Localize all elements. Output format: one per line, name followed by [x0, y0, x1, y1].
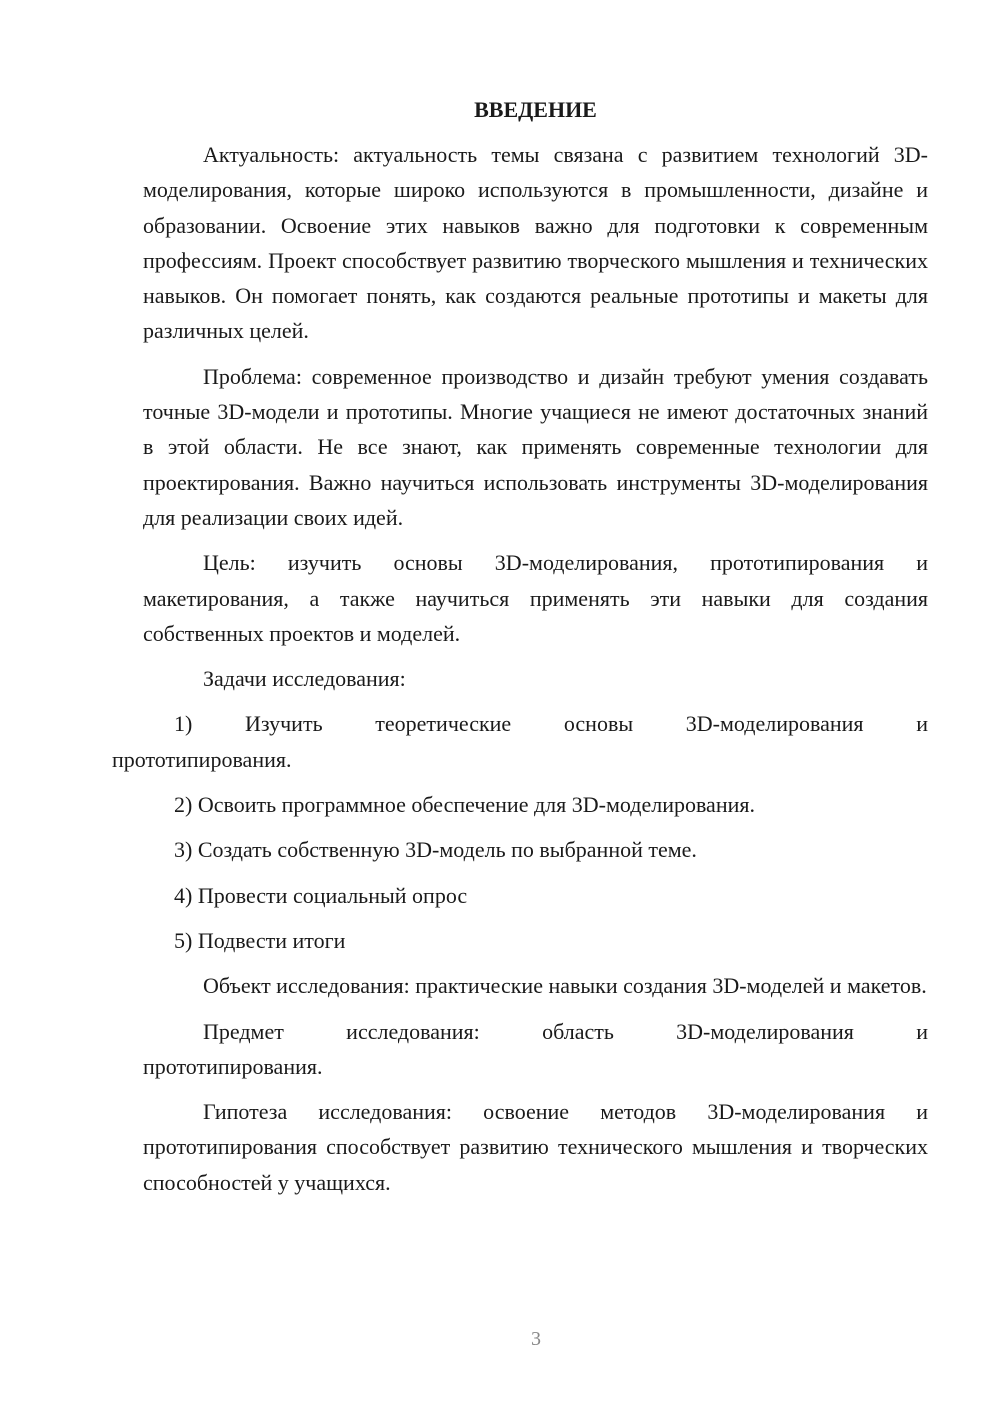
hypothesis-paragraph: Гипотеза исследования: освоение методов 3D-моделирования и прототипирования способствует развитию технического мышления и творческих способностей у учащихся. [143, 1099, 928, 1195]
task-item-5: 5) Подвести итоги [174, 927, 346, 953]
document-page [112, 92, 928, 1210]
task-item-3: 3) Создать собственную 3D-модель по выбранной теме. [174, 837, 697, 863]
problem-paragraph: Проблема: современное производство и дизайн требуют умения создавать точные 3D-модели и прототипы. Многие учащиеся не имеют достаточных знаний в этой области. Не все знают, как применять современные технологии для проектирования. Важно научиться использовать инструменты 3D-моделирования для реализации своих идей. [143, 363, 928, 530]
subject-line1: Предмет исследования: область 3D-моделирования и [203, 1018, 928, 1044]
object-paragraph: Объект исследования: практические навыки создания 3D-моделей и макетов. [203, 973, 927, 999]
subject-line2: прототипирования. [143, 1053, 323, 1079]
goal-paragraph: Цель: изучить основы 3D-моделирования, прототипирования и макетирования, а также научиться применять эти навыки для создания собственных проектов и моделей. [143, 550, 928, 646]
task-item-1 [112, 706, 928, 777]
task-item-4: 4) Провести социальный опрос [174, 882, 468, 908]
subject-paragraph [143, 1014, 928, 1085]
task-item-1-line1: 1) Изучить теоретические основы 3D-моделирования и [174, 711, 928, 737]
relevance-paragraph: Актуальность: актуальность темы связана с развитием технологий 3D-моделирования, которые широко используются в промышленности, дизайне и образовании. Освоение этих навыков важно для подготовки к современным профессиям. Проект способствует развитию творческого мышления и технических навыков. Он помогает понять, как создаются реальные прототипы и макеты для различных целей. [143, 142, 928, 344]
task-item-1-line2: прототипирования. [112, 746, 292, 772]
page-number: 3 [531, 1328, 541, 1350]
task-item-2: 2) Освоить программное обеспечение для 3D-моделирования. [174, 792, 755, 818]
section-title: ВВЕДЕНИЕ [474, 97, 597, 122]
tasks-heading: Задачи исследования: [203, 666, 406, 692]
